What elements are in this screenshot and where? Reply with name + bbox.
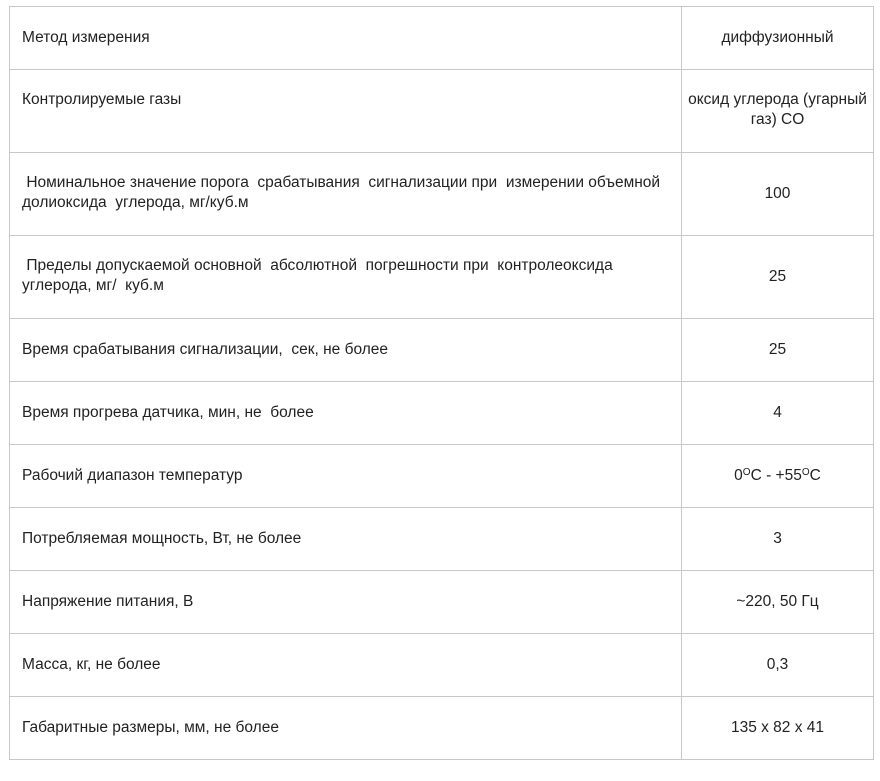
parameter-label: Время срабатывания сигнализации, сек, не более — [22, 341, 389, 358]
table-row — [10, 697, 874, 760]
parameter-cell — [10, 382, 682, 445]
table-row — [10, 7, 874, 70]
parameter-value: диффузионный — [721, 29, 834, 46]
degree-mark: O — [742, 467, 751, 478]
table-row — [10, 571, 874, 634]
parameter-value: ~220, 50 Гц — [736, 593, 819, 610]
parameter-label: Пределы допускаемой основной абсолютной погрешности при контролеоксида углерода, мг/ куб.м — [22, 257, 618, 294]
parameter-label: Контролируемые газы — [22, 91, 182, 108]
parameter-label: Метод измерения — [22, 29, 150, 46]
parameter-value: 135 x 82 x 41 — [730, 719, 825, 736]
temperature-separator: C - +55 — [750, 467, 802, 484]
table-row — [10, 634, 874, 697]
parameter-value: 25 — [768, 268, 787, 285]
table-row — [10, 153, 874, 236]
value-cell — [682, 634, 874, 697]
parameter-cell — [10, 508, 682, 571]
temperature-unit: C — [809, 467, 821, 484]
parameter-label: Потребляемая мощность, Вт, не более — [22, 530, 302, 547]
parameter-cell — [10, 236, 682, 319]
parameter-label: Напряжение питания, В — [22, 593, 194, 610]
parameter-value: 3 — [773, 530, 782, 547]
parameter-value: оксид углерода (угарный газ) CO — [688, 91, 872, 128]
value-cell — [682, 70, 874, 153]
parameter-cell — [10, 153, 682, 236]
parameter-cell — [10, 634, 682, 697]
value-cell — [682, 445, 874, 508]
value-cell — [682, 236, 874, 319]
parameter-value: 4 — [773, 404, 782, 421]
table-row — [10, 445, 874, 508]
value-cell — [682, 697, 874, 760]
table-row — [10, 382, 874, 445]
degree-mark: O — [801, 467, 810, 478]
parameter-cell — [10, 697, 682, 760]
table-row — [10, 319, 874, 382]
value-cell — [682, 508, 874, 571]
table-row — [10, 236, 874, 319]
parameter-label: Время прогрева датчика, мин, не более — [22, 404, 314, 421]
value-cell — [682, 319, 874, 382]
parameter-value: 0,3 — [766, 656, 789, 673]
parameter-value: 100 — [764, 185, 791, 202]
specifications-table — [9, 6, 874, 760]
temperature-range-value — [734, 467, 821, 484]
value-cell — [682, 153, 874, 236]
value-cell — [682, 7, 874, 70]
parameter-label: Масса, кг, не более — [22, 656, 161, 673]
parameter-cell — [10, 571, 682, 634]
parameter-cell — [10, 70, 682, 153]
parameter-label: Номинальное значение порога срабатывания сигнализации при измерении объемной долиоксида углерода, мг/куб.м — [22, 174, 669, 211]
value-cell — [682, 382, 874, 445]
parameter-value: 25 — [768, 341, 787, 358]
temperature-min: 0 — [734, 467, 743, 484]
parameter-cell — [10, 7, 682, 70]
table-row — [10, 508, 874, 571]
parameter-cell — [10, 445, 682, 508]
table-row — [10, 70, 874, 153]
parameter-cell — [10, 319, 682, 382]
parameter-label: Рабочий диапазон температур — [22, 467, 243, 484]
parameter-label: Габаритные размеры, мм, не более — [22, 719, 279, 736]
value-cell — [682, 571, 874, 634]
